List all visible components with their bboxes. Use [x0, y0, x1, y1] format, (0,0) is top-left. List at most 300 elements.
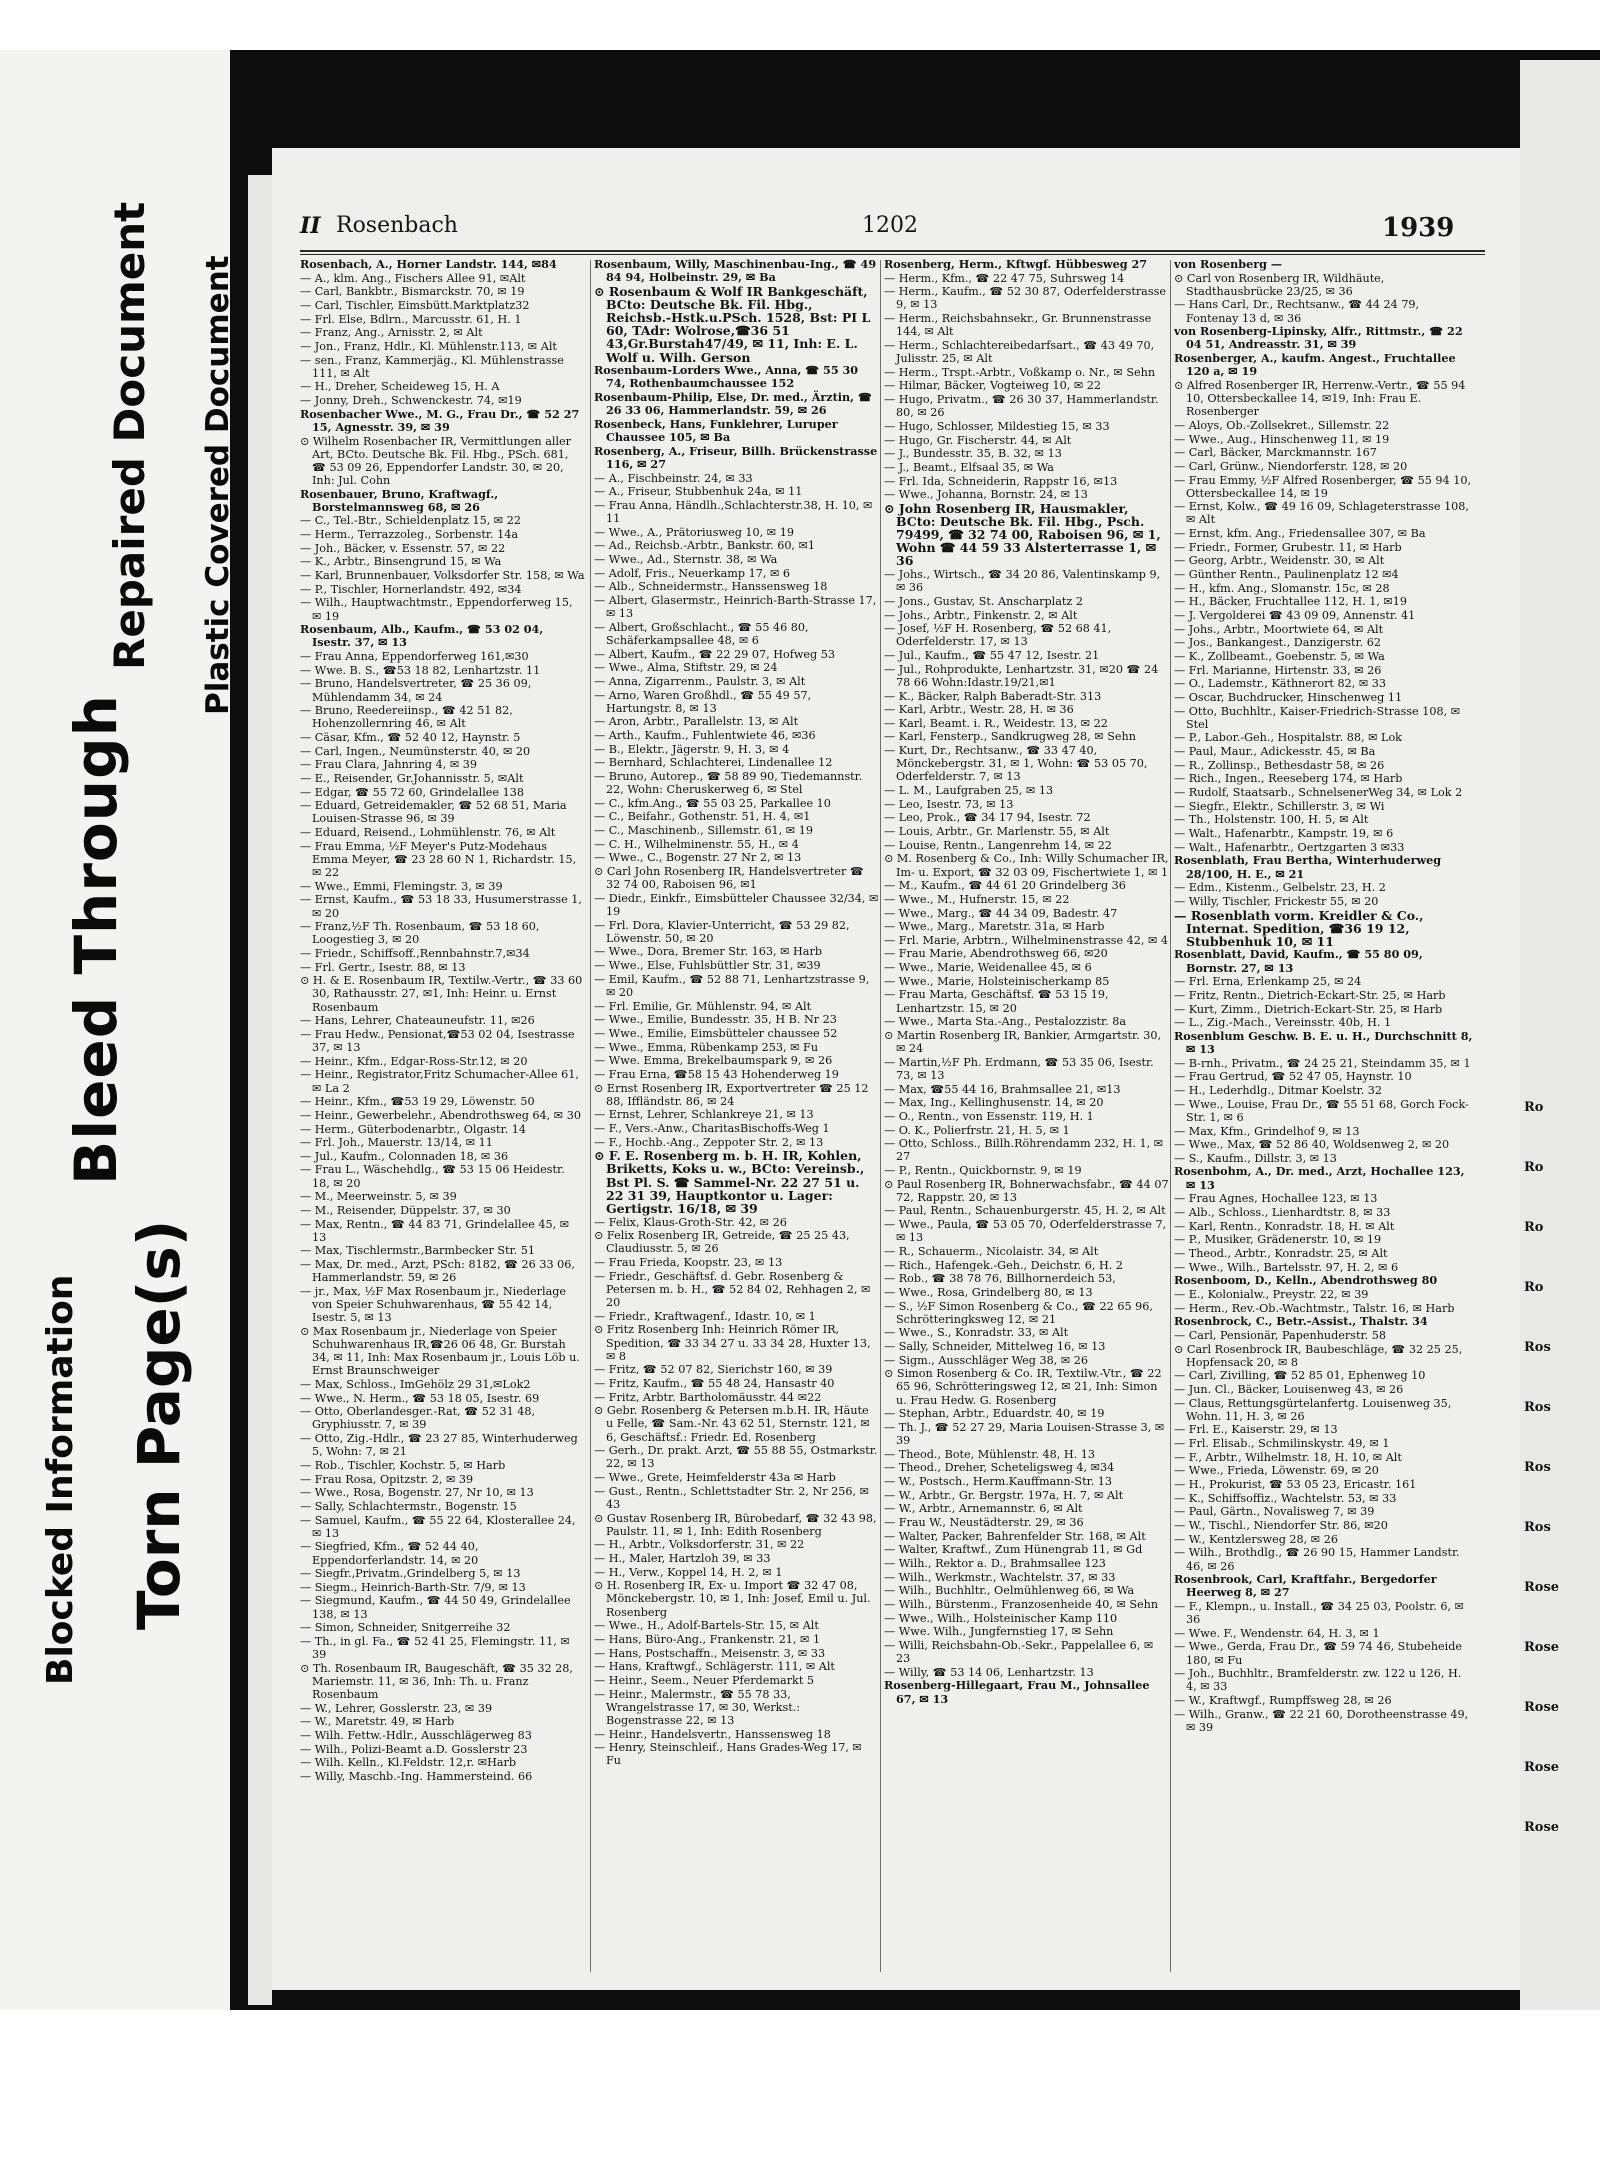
directory-entry: — Max, Ing., Kellinghusenstr. 14, ✉ 20 — [884, 1096, 1104, 1110]
adjacent-page-text: Rose — [1524, 1580, 1560, 1595]
directory-heading-entry: Rosenbaum-Lorders Wwe., Anna, ☎ 55 30 74, Rothenbaumchaussee 152 — [594, 363, 859, 391]
part-number: II — [300, 213, 321, 239]
directory-entry: — Frau W., Neustädterstr. 29, ✉ 36 — [884, 1516, 1084, 1530]
directory-entry: — Felix, Klaus-Groth-Str. 42, ✉ 26 — [594, 1215, 787, 1229]
directory-entry: — Martin,½F Ph. Erdmann, ☎ 53 35 06, Isestr. 73, ✉ 13 — [884, 1055, 1154, 1082]
directory-entry: — Sally, Schlachtermstr., Bogenstr. 15 — [300, 1499, 517, 1513]
directory-entry: — Diedr., Einkfr., Eimsbütteler Chaussee 32/34, ✉ 19 — [594, 891, 879, 918]
directory-page — [272, 148, 1520, 1990]
directory-entry: — Frau Anna, Händlh.,Schlachterstr.38, H. 10, ✉ 11 — [594, 498, 873, 525]
directory-entry: — Max, Tischlermstr.,Barmbecker Str. 51 — [300, 1244, 535, 1258]
directory-entry: — Otto, Oberlandesger.-Rat, ☎ 52 31 48, Gryphiusstr. 7, ✉ 39 — [300, 1405, 536, 1432]
directory-entry: — Theod., Arbtr., Konradstr. 25, ✉ Alt — [1174, 1246, 1388, 1260]
directory-entry: — Willy, Tischler, Frickestr 55, ✉ 20 — [1174, 894, 1379, 908]
directory-entry: — Franz, Ang., Arnisstr. 2, ✉ Alt — [300, 326, 483, 340]
directory-entry: ⊙ H. & E. Rosenbaum IR, Textilw.-Vertr., ☎ 33 60 30, Rathausstr. 27, ✉1, Inh: Heinr. u. Ernst Rosenbaum — [300, 974, 583, 1014]
directory-entry: — H., Bäcker, Fruchtallee 112, H. 1, ✉19 — [1174, 595, 1408, 609]
directory-entry: — Friedr., Kraftwagenf., Idastr. 10, ✉ 1 — [594, 1309, 816, 1323]
directory-entry: — Wwe., Dora, Bremer Str. 163, ✉ Harb — [594, 945, 822, 959]
directory-entry: — Wwe., Wilh., Holsteinischer Kamp 110 — [884, 1611, 1118, 1625]
directory-entry: — Carl, Pensionär, Papenhuderstr. 58 — [1174, 1328, 1386, 1342]
directory-column-2 — [594, 258, 879, 1978]
directory-heading-entry: Rosenbrock, C., Betr.-Assist., Thalstr. 34 — [1174, 1314, 1428, 1329]
directory-entry: — Rob., ☎ 38 78 76, Billhornerdeich 53, — [884, 1272, 1116, 1286]
directory-entry: — Karl, Brunnenbauer, Volksdorfer Str. 158, ✉ Wa — [300, 569, 585, 583]
directory-entry: — sen., Franz, Kammerjäg., Kl. Mühlenstrasse 111, ✉ Alt — [300, 353, 564, 380]
warning-torn-pages: Torn Page(s) — [125, 1219, 193, 1630]
directory-entry: — Cäsar, Kfm., ☎ 52 40 12, Haynstr. 5 — [300, 730, 521, 744]
directory-entry: — E., Reisender, Gr.Johannisstr. 5, ✉Alt — [300, 771, 524, 785]
directory-entry: — Frau Gertrud, ☎ 52 47 05, Haynstr. 10 — [1174, 1070, 1412, 1084]
directory-entry: — J., Beamt., Elfsaal 35, ✉ Wa — [884, 460, 1054, 474]
directory-entry: — Karl, Beamt. i. R., Weidestr. 13, ✉ 22 — [884, 716, 1108, 730]
directory-entry: — S., ½F Simon Rosenberg & Co., ☎ 22 65 96, Schrötteringksweg 12, ✉ 21 — [884, 1299, 1153, 1326]
directory-entry: — Frau Agnes, Hochallee 123, ✉ 13 — [1174, 1192, 1378, 1206]
directory-entry: — Wwe., Gerda, Frau Dr., ☎ 59 74 46, Stubeheide 180, ✉ Fu — [1174, 1640, 1463, 1667]
directory-entry: — K., Bäcker, Ralph Baberadt-Str. 313 — [884, 689, 1102, 703]
directory-entry: — Heinr., Kfm., ☎53 19 29, Löwenstr. 50 — [300, 1095, 535, 1109]
directory-entry: — W., Lehrer, Gosslerstr. 23, ✉ 39 — [300, 1701, 493, 1715]
directory-entry: ⊙ Paul Rosenberg IR, Bohnerwachsfabr., ☎ 44 07 72, Rappstr. 20, ✉ 13 — [884, 1177, 1169, 1204]
directory-entry: — Heinr., Handelsvertr., Hanssensweg 18 — [594, 1727, 831, 1741]
column-divider — [1170, 260, 1171, 1972]
directory-entry: — E., Kolonialw., Preystr. 22, ✉ 39 — [1174, 1287, 1369, 1301]
directory-entry: — Alb., Schloss., Lienhardtstr. 8, ✉ 33 — [1174, 1205, 1391, 1219]
directory-entry: — Otto, Zig.-Hdlr., ☎ 23 27 85, Winterhuderweg 5, Wohn: 7, ✉ 21 — [300, 1432, 578, 1459]
adjacent-page-text: Ro — [1524, 1220, 1544, 1235]
directory-entry: — Wwe., H., Adolf-Bartels-Str. 15, ✉ Alt — [594, 1619, 819, 1633]
directory-entry: — J., Bundesstr. 35, B. 32, ✉ 13 — [884, 447, 1062, 461]
directory-entry: — Th., in gl. Fa., ☎ 52 41 25, Flemingstr. 11, ✉ 39 — [300, 1634, 570, 1662]
directory-entry: — Gerh., Dr. prakt. Arzt, ☎ 55 88 55, Ostmarkstr. 22, ✉ 13 — [594, 1444, 878, 1471]
directory-entry: — Herm., Reichsbahnsekr., Gr. Brunnenstrasse 144, ✉ Alt — [884, 312, 1152, 339]
directory-entry: ⊙ Felix Rosenberg IR, Getreide, ☎ 25 25 43, Claudiusstr. 5, ✉ 26 — [594, 1229, 850, 1256]
directory-entry: — Max, Kfm., Grindelhof 9, ✉ 13 — [1174, 1124, 1360, 1138]
directory-entry: — W., Kentzlersweg 28, ✉ 26 — [1174, 1532, 1338, 1546]
directory-entry: — Frau Hedw., Pensionat,☎53 02 04, Isestrasse 37, ✉ 13 — [300, 1027, 575, 1055]
directory-entry: — Max, Rentn., ☎ 44 83 71, Grindelallee 45, ✉ 13 — [300, 1217, 570, 1244]
directory-entry: — Carl, Tischler, Eimsbütt.Marktplatz32 — [300, 298, 530, 312]
adjacent-page-fragment — [1520, 60, 1600, 2010]
directory-entry: — Sigm., Ausschläger Weg 38, ✉ 26 — [884, 1353, 1089, 1367]
directory-entry: — Sally, Schneider, Mittelweg 16, ✉ 13 — [884, 1340, 1106, 1353]
directory-entry: — K., Zollbeamt., Goebenstr. 5, ✉ Wa — [1174, 650, 1385, 664]
directory-entry: ⊙ Wilhelm Rosenbacher IR, Vermittlungen aller Art, BCto. Deutsche Bk. Fil. Hbg., PSch. 681, ☎ 53 09 26, Eppendorfer Landstr. 30, ✉ 20, Inh: Jul. Cohn — [300, 434, 571, 487]
directory-heading-entry: Rosenblath, Frau Bertha, Winterhuderweg 28/100, H. E., ✉ 21 — [1174, 853, 1442, 881]
directory-entry: — Wwe. F., Wendenstr. 64, H. 3, ✉ 1 — [1174, 1626, 1380, 1640]
directory-entry: — Kurt, Dr., Rechtsanw., ☎ 33 47 40, Mönckebergstr. 31, ✉ 1, Wohn: ☎ 53 05 70, Oderfelderstr. 7, ✉ 13 — [884, 744, 1148, 784]
directory-entry: — Edgar, ☎ 55 72 60, Grindelallee 138 — [300, 785, 524, 799]
directory-entry: — F., Vers.-Anw., CharitasBischoffs-Weg 1 — [594, 1122, 830, 1135]
directory-entry: — F., Hochb.-Ang., Zeppoter Str. 2, ✉ 13 — [594, 1135, 824, 1149]
directory-entry: — Siegfried, Kfm., ☎ 52 44 40, Eppendorferlandstr. 14, ✉ 20 — [300, 1540, 479, 1567]
directory-column-4 — [1174, 258, 1474, 1978]
directory-entry: — H., Lederhdlg., Ditmar Koelstr. 32 — [1174, 1084, 1383, 1098]
directory-entry: — Adolf, Fris., Neuerkamp 17, ✉ 6 — [594, 566, 791, 580]
directory-entry: — Willy, Maschb.-Ing. Hammersteind. 66 — [300, 1770, 533, 1783]
directory-entry: — Wwe., Grete, Heimfelderstr 43a ✉ Harb — [594, 1471, 836, 1485]
directory-entry: — Wwe., Else, Fuhlsbüttler Str. 31, ✉39 — [594, 959, 821, 973]
scan-bottom-margin — [0, 2010, 1600, 2177]
directory-entry: — Herm., Kfm., ☎ 22 47 75, Suhrsweg 14 — [884, 271, 1125, 285]
directory-entry: — A., Friseur, Stubbenhuk 24a, ✉ 11 — [594, 485, 803, 499]
adjacent-page-text: Rose — [1524, 1640, 1560, 1655]
directory-entry: — Rosenblath vorm. Kreidler & Co., Internat. Spedition, ☎36 19 12, Stubbenhuk 10, ✉ 11 — [1174, 907, 1424, 949]
directory-entry: — Hans, Postschaffn., Meisenstr. 3, ✉ 33 — [594, 1646, 826, 1660]
directory-entry: — Frau Erna, ☎58 15 43 Hohenderweg 19 — [594, 1067, 839, 1081]
directory-entry: — Frl. Emilie, Gr. Mühlenstr. 94, ✉ Alt — [594, 999, 812, 1013]
directory-entry: — P., Musiker, Grädenerstr. 10, ✉ 19 — [1174, 1233, 1382, 1247]
directory-entry: — H., Maler, Hartzloh 39, ✉ 33 — [594, 1552, 771, 1565]
running-head-name: Rosenbach — [336, 213, 458, 238]
directory-entry: — Wilh., Werkmstr., Wachtelstr. 37, ✉ 33 — [884, 1570, 1116, 1584]
directory-entry: — Wwe., Emma, Rübenkamp 253, ✉ Fu — [594, 1040, 819, 1054]
directory-heading-entry: Rosenbeck, Hans, Funklehrer, Luruper Chaussee 105, ✉ Ba — [594, 416, 838, 445]
directory-entry: — F., Klempn., u. Install., ☎ 34 25 03, Poolstr. 6, ✉ 36 — [1174, 1599, 1464, 1627]
directory-entry: — Henry, Steinschleif., Hans Grades-Weg 17, ✉ Fu — [594, 1741, 862, 1768]
directory-entry: — Frl. Ida, Schneiderin, Rappstr 16, ✉13 — [884, 474, 1118, 488]
directory-entry: ⊙ Gustav Rosenberg IR, Bürobedarf, ☎ 32 43 98, Paulstr. 11, ✉ 1, Inh: Edith Rosenberg — [594, 1511, 877, 1538]
directory-entry: — Wwe., N. Herm., ☎ 53 18 05, Isestr. 69 — [300, 1391, 540, 1405]
directory-entry: ⊙ Rosenbaum & Wolf IR Bankgeschäft, BCto: Deutsche Bk. Fil. Hbg., Reichsb.-Hstk.u.PSch. 1528, Bst: PI L 60, TAdr: Wolrose,☎36 51 43,Gr.Burstah47/49, ✉ 11, Inh: E. L. Wolf u. Wilh. Gerson — [594, 283, 871, 365]
directory-entry: ⊙ Alfred Rosenberger IR, Herrenw.-Vertr., ☎ 55 94 10, Ottersbeckallee 14, ✉19, Inh: Frau E. Rosenberger — [1174, 378, 1466, 419]
directory-entry: — jr., Max, ½F Max Rosenbaum jr., Niederlage von Speier Schuhwarenhaus, ☎ 55 42 14, Isestr. 5, ✉ 13 — [300, 1284, 567, 1325]
directory-entry: — Herm., Trspt.-Arbtr., Voßkamp o. Nr., ✉ Sehn — [884, 365, 1156, 379]
directory-entry: — Ernst, kfm. Ang., Friedensallee 307, ✉ Ba — [1174, 527, 1426, 541]
adjacent-page-text: Rose — [1524, 1760, 1560, 1775]
directory-entry: — Wwe., Louise, Frau Dr., ☎ 55 51 68, Gorch Fock-Str. 1, ✉ 6 — [1174, 1097, 1469, 1124]
directory-column-1 — [300, 258, 585, 1978]
directory-entry: — Siegfr., Elektr., Schillerstr. 3, ✉ Wi — [1174, 799, 1385, 813]
directory-entry: — C. H., Wilhelminenstr. 55, H., ✉ 4 — [594, 837, 799, 851]
directory-entry: — W., Postsch., Herm.Kauffmann-Str. 13 — [884, 1475, 1113, 1489]
page-number: 1202 — [862, 213, 918, 238]
directory-entry: — Wilh., Brothdlg., ☎ 26 90 15, Hammer Landstr. 46, ✉ 26 — [1174, 1546, 1460, 1573]
directory-entry: — H., Prokurist, ☎ 53 05 23, Ericastr. 161 — [1174, 1478, 1417, 1492]
directory-entry: — F., Arbtr., Wilhelmstr. 18, H. 10, ✉ Alt — [1174, 1450, 1402, 1464]
directory-entry: — Frl. Marianne, Hirtenstr. 33, ✉ 26 — [1174, 663, 1382, 677]
directory-entry: — Siegm., Heinrich-Barth-Str. 7/9, ✉ 13 — [300, 1580, 526, 1594]
directory-entry: — Friedr., Geschäftsf. d. Gebr. Rosenberg & Petersen m. b. H., ☎ 52 84 02, Rehhagen 2, ✉ 20 — [594, 1269, 871, 1310]
directory-entry: — Hugo, Gr. Fischerstr. 44, ✉ Alt — [884, 433, 1072, 447]
directory-entry: — J. Vergolderei ☎ 43 09 09, Annenstr. 41 — [1174, 609, 1416, 623]
adjacent-page-text: Ros — [1524, 1400, 1551, 1415]
directory-entry: — C., kfm.Ang., ☎ 55 03 25, Parkallee 10 — [594, 796, 831, 810]
directory-entry: ⊙ Carl von Rosenberg IR, Wildhäute, Stadthausbrücke 23/25, ✉ 36 — [1174, 271, 1385, 298]
directory-entry: — Walt., Hafenarbtr., Kampstr. 19, ✉ 6 — [1174, 827, 1394, 841]
directory-heading-entry: Rosenbach, A., Horner Landstr. 144, ✉84 — [300, 258, 557, 271]
directory-entry: — Frl. E., Kaiserstr. 29, ✉ 13 — [1174, 1423, 1338, 1437]
directory-entry: — Fritz, Kaufm., ☎ 55 48 24, Hansastr 40 — [594, 1376, 835, 1390]
warning-bleed-through: Bleed Through — [62, 694, 130, 1185]
directory-entry: — Wwe., Emilie, Bundesstr. 35, H B. Nr 23 — [594, 1013, 837, 1027]
directory-heading-entry: Rosenbohm, A., Dr. med., Arzt, Hochallee 123, ✉ 13 — [1174, 1164, 1465, 1192]
directory-entry: — Alb., Schneidermstr., Hanssensweg 18 — [594, 580, 828, 594]
directory-heading-entry: Rosenbaum, Willy, Maschinenbau-Ing., ☎ 49 84 94, Holbeinstr. 29, ✉ Ba — [594, 258, 877, 285]
column-divider — [590, 260, 591, 1972]
directory-entry: — Wwe. Wilh., Jungfernstieg 17, ✉ Sehn — [884, 1625, 1114, 1639]
directory-entry: — Ad., Reichsb.-Arbtr., Bankstr. 60, ✉1 — [594, 539, 816, 553]
directory-entry: ⊙ Max Rosenbaum jr., Niederlage von Speier Schuhwarenhaus IR,☎26 06 48, Gr. Burstah 34, ✉ 11, Inh: Max Rosenbaum jr., Louis Löb u. Ernst Braunschweiger — [300, 1324, 580, 1378]
directory-entry: — Frl. Erna, Erlenkamp 25, ✉ 24 — [1174, 975, 1362, 989]
directory-entry: — Louise, Rentn., Langenrehm 14, ✉ 22 — [884, 838, 1112, 852]
directory-entry: — R., Schauerm., Nicolaistr. 34, ✉ Alt — [884, 1244, 1099, 1258]
directory-entry: — Max, ☎55 44 16, Brahmsallee 21, ✉13 — [884, 1082, 1121, 1096]
directory-entry: — Carl, Ingen., Neumünsterstr. 40, ✉ 20 — [300, 744, 531, 758]
directory-entry: — Bruno, Handelsvertreter, ☎ 25 36 09, Mühlendamm 34, ✉ 24 — [300, 677, 532, 704]
header-rule — [300, 250, 1485, 252]
directory-entry: — Jonny, Dreh., Schwenckestr. 74, ✉19 — [300, 394, 522, 408]
directory-entry: — Max, Dr. med., Arzt, PSch: 8182, ☎ 26 33 06, Hammerlandstr. 59, ✉ 26 — [300, 1258, 575, 1285]
directory-entry: — Joh., Buchhltr., Bramfelderstr. zw. 122 u 126, H. 4, ✉ 33 — [1174, 1667, 1462, 1694]
directory-entry: — O., Rentn., von Essenstr. 119, H. 1 — [884, 1109, 1094, 1123]
directory-entry: — Frl. Dora, Klavier-Unterricht, ☎ 53 29 82, Löwenstr. 50, ✉ 20 — [594, 918, 850, 945]
directory-entry: — Carl, Bankbtr., Bismarckstr. 70, ✉ 19 — [300, 285, 525, 299]
directory-entry: ⊙ Carl John Rosenberg IR, Handelsvertreter ☎ 32 74 00, Raboisen 96, ✉1 — [594, 865, 864, 892]
directory-entry: — Walt., Hafenarbtr., Oertzgarten 3 ✉33 — [1174, 840, 1405, 854]
directory-entry: — Otto, Schloss., Billh.Röhrendamm 232, H. 1, ✉ 27 — [884, 1137, 1164, 1164]
directory-entry: ⊙ Carl Rosenbrock IR, Baubeschläge, ☎ 32 25 25, Hopfensack 20, ✉ 8 — [1174, 1342, 1463, 1369]
directory-entry: — Wwe. B. S., ☎53 18 82, Lenhartzstr. 11 — [300, 663, 541, 677]
directory-entry: — W., Arbtr., Gr. Bergstr. 197a, H. 7, ✉ Alt — [884, 1488, 1124, 1502]
directory-entry: — Frau Marta, Geschäftsf. ☎ 53 15 19, Lenhartzstr. 15, ✉ 20 — [884, 988, 1109, 1015]
directory-entry: — Wwe., Emilie, Eimsbütteler chaussee 52 — [594, 1026, 838, 1040]
adjacent-page-text: Ro — [1524, 1100, 1544, 1115]
directory-entry: — Frau Rosa, Opitzstr. 2, ✉ 39 — [300, 1472, 474, 1486]
directory-entry: — Johs., Arbtr., Moortwiete 64, ✉ Alt — [1174, 622, 1384, 636]
directory-entry: — Herm., Rev.-Ob.-Wachtmstr., Talstr. 16, ✉ Harb — [1174, 1301, 1455, 1315]
directory-entry: — Gust., Rentn., Schlettstadter Str. 2, Nr 256, ✉ 43 — [594, 1484, 869, 1511]
directory-entry: — Herm., Güterbodenarbtr., Olgastr. 14 — [300, 1122, 526, 1136]
directory-entry: — Karl, Arbtr., Westr. 28, H. ✉ 36 — [884, 703, 1074, 717]
directory-heading-entry: Rosenbaum-Philip, Else, Dr. med., Ärztin, ☎ 26 33 06, Hammerlandstr. 59, ✉ 26 — [594, 390, 872, 418]
directory-entry: — Oscar, Buchdrucker, Hinschenweg 11 — [1174, 691, 1403, 704]
warning-repaired: Repaired Document — [105, 201, 154, 670]
directory-entry: — Bernhard, Schlachterei, Lindenallee 12 — [594, 756, 833, 770]
directory-entry: — Leo, Isestr. 73, ✉ 13 — [884, 797, 1014, 811]
directory-entry: ⊙ H. Rosenberg IR, Ex- u. Import ☎ 32 47 08, Mönckebergstr. 10, ✉ 1, Inh: Josef, Emil u. Jul. Rosenberg — [594, 1579, 871, 1619]
directory-entry: — A., klm. Ang., Fischers Allee 91, ✉Alt — [300, 271, 526, 285]
directory-entry: — Albert, Kaufm., ☎ 22 29 07, Hofweg 53 — [594, 647, 835, 661]
directory-entry: — Wwe., M., Hufnerstr. 15, ✉ 22 — [884, 892, 1070, 906]
directory-entry: — Jon., Franz, Hdlr., Kl. Mühlenstr.113, ✉ Alt — [300, 339, 557, 353]
directory-entry: — C., Beifahr., Gothenstr. 51, H. 4, ✉1 — [594, 810, 811, 824]
directory-entry: — Frau Anna, Eppendorferweg 161,✉30 — [300, 650, 529, 664]
directory-entry: — H., kfm. Ang., Slomanstr. 15c, ✉ 28 — [1174, 581, 1390, 595]
directory-entry: — Wwe., Marg., ☎ 44 34 09, Badestr. 47 — [884, 906, 1118, 920]
directory-entry: — Friedr., Former, Grubestr. 11, ✉ Harb — [1174, 540, 1402, 554]
directory-entry: — Th. J., ☎ 52 27 29, Maria Louisen-Strasse 3, ✉ 39 — [884, 1420, 1165, 1448]
page-edge — [248, 175, 272, 2005]
directory-entry: — Wilh. Kelln., Kl.Feldstr. 12,r. ✉Harb — [300, 1756, 517, 1770]
directory-entry: — Wwe., Max, ☎ 52 86 40, Woldsenweg 2, ✉ 20 — [1174, 1138, 1450, 1152]
scan-top-margin — [0, 0, 1600, 50]
directory-entry: — Wwe., C., Bogenstr. 27 Nr 2, ✉ 13 — [594, 851, 802, 865]
directory-entry: — Heinr., Malermstr., ☎ 55 78 33, Wrangelstrasse 17, ✉ 30, Werkst.: Bogenstrasse 22, ✉ 13 — [594, 1687, 801, 1727]
directory-entry: — Günther Rentn., Paulinenplatz 12 ✉4 — [1174, 568, 1399, 582]
directory-entry: ⊙ F. E. Rosenberg m. b. H. IR, Kohlen, Briketts, Koks u. w., BCto: Vereinsb., Bst Pl. S. ☎ Sammel-Nr. 22 27 51 u. 22 31 39, Hauptkontor u. Lager: Gertigstr. 16/18, ✉ 39 — [594, 1148, 865, 1216]
directory-entry: — Frl. Joh., Mauerstr. 13/14, ✉ 11 — [300, 1136, 493, 1150]
directory-entry: — Wwe., Frieda, Löwenstr. 69, ✉ 20 — [1174, 1464, 1379, 1478]
directory-entry: — P., Tischler, Hornerlandstr. 492, ✉34 — [300, 582, 522, 596]
directory-entry: — Karl, Rentn., Konradstr. 18, H. ✉ Alt — [1174, 1219, 1395, 1233]
directory-entry: — Joh., Bäcker, v. Essenstr. 57, ✉ 22 — [300, 541, 506, 555]
directory-entry: — Rich., Ingen., Reeseberg 174, ✉ Harb — [1174, 772, 1403, 786]
directory-entry: — Wilh., Buchhltr., Oelmühlenweg 66, ✉ Wa — [884, 1584, 1135, 1598]
column-divider — [880, 260, 881, 1972]
directory-entry: — Frau Frieda, Koopstr. 23, ✉ 13 — [594, 1256, 783, 1270]
directory-entry: — L. M., Laufgraben 25, ✉ 13 — [884, 784, 1054, 798]
directory-entry: — Wilh., Rektor a. D., Brahmsallee 123 — [884, 1557, 1106, 1570]
directory-entry: — W., Tischl., Niendorfer Str. 86, ✉20 — [1174, 1519, 1388, 1533]
directory-entry: — Stephan, Arbtr., Eduardstr. 40, ✉ 19 — [884, 1407, 1105, 1421]
directory-entry: — Fritz, Arbtr. Bartholomäusstr. 44 ✉22 — [594, 1390, 822, 1404]
directory-entry: ⊙ John Rosenberg IR, Hausmakler, BCto: Deutsche Bk. Fil. Hbg., Psch. 79499, ☎ 32 74 00, Raboisen 96, ✉ 1, Wohn ☎ 44 59 33 Alsterterrasse 1, ✉36 — [884, 500, 1161, 569]
directory-entry: — Jos., Bankangest., Danzigerstr. 62 — [1174, 636, 1381, 650]
directory-entry: — Wilh., Bürstenm., Franzosenheide 40, ✉ Sehn — [884, 1597, 1159, 1611]
directory-entry: — Paul, Maur., Adickesstr. 45, ✉ Ba — [1174, 745, 1376, 759]
directory-entry: — Josef, ½F H. Rosenberg, ☎ 52 68 41, Oderfelderstr. 17, ✉ 13 — [884, 622, 1112, 649]
directory-year: 1939 — [1382, 213, 1455, 243]
directory-entry: — Herm., Kaufm., ☎ 52 30 87, Oderfelderstrasse 9, ✉ 13 — [884, 285, 1166, 312]
directory-entry: — Bruno, Autorep., ☎ 58 89 90, Tiedemannstr. 22, Wohn: Cheruskerweg 6, ✉ Stel — [594, 769, 863, 797]
page-header — [300, 213, 1500, 249]
directory-entry: — P., Labor.-Geh., Hospitalstr. 88, ✉ Lok — [1174, 731, 1402, 745]
directory-entry: — Carl, Bäcker, Marckmannstr. 167 — [1174, 446, 1377, 460]
directory-entry: — Wwe., Marta Sta.-Ang., Pestalozzistr. 8a — [884, 1015, 1127, 1029]
directory-entry: — Hugo, Privatm., ☎ 26 30 37, Hammerlandstr. 80, ✉ 26 — [884, 393, 1159, 420]
directory-entry: — Frl. Else, Bdlrn., Marcusstr. 61, H. 1 — [300, 312, 522, 326]
directory-heading-entry: Rosenboom, D., Kelln., Abendrothsweg 80 — [1174, 1273, 1438, 1288]
directory-entry: — Frau L., Wäschehdlg., ☎ 53 15 06 Heidestr. 18, ✉ 20 — [300, 1163, 565, 1190]
directory-heading-entry: Rosenblum Geschw. B. E. u. H., Durchschnitt 8, ✉ 13 — [1174, 1028, 1473, 1057]
directory-entry: — Hans, Lehrer, Chateauneufstr. 11, ✉26 — [300, 1014, 535, 1028]
directory-entry: — Herm., Schlachtereibedarfsart., ☎ 43 49 70, Julisstr. 25, ✉ Alt — [884, 338, 1155, 366]
directory-entry: — Heinr., Registrator,Fritz Schumacher-Allee 61, ✉ La 2 — [300, 1068, 579, 1095]
directory-entry: — C., Maschinenb., Sillemstr. 61, ✉ 19 — [594, 824, 813, 838]
directory-entry: — Fritz, ☎ 52 07 82, Sierichstr 160, ✉ 39 — [594, 1363, 833, 1377]
directory-entry: — Otto, Buchhltr., Kaiser-Friedrich-Strasse 108, ✉ Stel — [1174, 704, 1461, 731]
directory-entry: — Max, Schloss., ImGehölz 29 31,✉Lok2 — [300, 1377, 531, 1391]
directory-entry: — B., Elektr., Jägerstr. 9, H. 3, ✉ 4 — [594, 742, 790, 756]
adjacent-page-text: Ro — [1524, 1280, 1544, 1295]
directory-entry: — Frau Emmy, ½F Alfred Rosenberger, ☎ 55 94 10, Ottersbeckallee 14, ✉ 19 — [1174, 473, 1471, 500]
directory-entry: — Fritz, Rentn., Dietrich-Eckart-Str. 25, ✉ Harb — [1174, 988, 1446, 1002]
directory-entry: — Hilmar, Bäcker, Vogteiweg 10, ✉ 22 — [884, 379, 1102, 393]
directory-entry: — Wwe., S., Konradstr. 33, ✉ Alt — [884, 1326, 1069, 1340]
directory-entry: — M., Meerweinstr. 5, ✉ 39 — [300, 1190, 457, 1204]
directory-entry: — Arno, Waren Großhdl., ☎ 55 49 57, Hartungstr. 8, ✉ 13 — [594, 688, 812, 715]
directory-entry: — Friedr., Schiffsoff.,Rennbahnstr.7,✉34 — [300, 946, 530, 960]
directory-entry: — A., Fischbeinstr. 24, ✉ 33 — [594, 471, 753, 485]
directory-entry: — Hugo, Schlosser, Mildestieg 15, ✉ 33 — [884, 419, 1110, 433]
directory-entry: — Jons., Gustav, St. Anscharplatz 2 — [884, 594, 1083, 608]
directory-entry: — R., Zollinsp., Bethesdastr 58, ✉ 26 — [1174, 758, 1385, 772]
directory-entry: — Heinr., Seem., Neuer Pferdemarkt 5 — [594, 1673, 815, 1687]
directory-entry: — Wwe., Rosa, Grindelberg 80, ✉ 13 — [884, 1285, 1093, 1299]
directory-entry: ⊙ Gebr. Rosenberg & Petersen m.b.H. IR, Häute u Felle, ☎ Sam.-Nr. 43 62 51, Sternstr. 121, ✉ 6, Geschäftsf.: Friedr. Ed. Rosenberg — [594, 1404, 870, 1444]
directory-entry: — Simon, Schneider, Snitgerreihe 32 — [300, 1621, 511, 1635]
directory-entry: — Bruno, Reedereiinsp., ☎ 42 51 82, Hohenzollernring 46, ✉ Alt — [300, 704, 513, 731]
directory-entry: — Wwe. Emma, Brekelbaumspark 9, ✉ 26 — [594, 1054, 833, 1068]
directory-entry: — Jul., Kaufm., ☎ 55 47 12, Isestr. 21 — [884, 649, 1100, 663]
directory-entry: — Samuel, Kaufm., ☎ 55 22 64, Klosterallee 24, ✉ 13 — [300, 1513, 576, 1540]
directory-entry: ⊙ Fritz Rosenberg Inh: Heinrich Römer IR, Spedition, ☎ 33 34 27 u. 33 34 28, Huxter 13, ✉ 8 — [594, 1323, 871, 1363]
directory-heading-entry: von Rosenberg-Lipinsky, Alfr., Rittmstr., ☎ 22 04 51, Andreasstr. 31, ✉ 39 — [1174, 324, 1463, 352]
directory-entry: — Aron, Arbtr., Parallelstr. 13, ✉ Alt — [594, 715, 799, 729]
directory-heading-entry: Rosenbrook, Carl, Kraftfahr., Bergedorfer Heerweg 8, ✉ 27 — [1174, 1572, 1437, 1600]
directory-entry: — Jun. Cl., Bäcker, Louisenweg 43, ✉ 26 — [1174, 1382, 1404, 1396]
directory-entry: — Carl, Grünw., Niendorferstr. 128, ✉ 20 — [1174, 459, 1408, 473]
directory-entry: — Siegfr.,Privatm.,Grindelberg 5, ✉ 13 — [300, 1567, 521, 1581]
directory-entry: — Theod., Dreher, Scheteligsweg 4, ✉34 — [884, 1461, 1115, 1475]
directory-entry: — Wilh., Polizi-Beamt a.D. Gosslerstr 23 — [300, 1742, 528, 1756]
directory-entry: — Frl. Gertr., Isestr. 88, ✉ 13 — [300, 960, 466, 974]
directory-entry: — Hans Carl, Dr., Rechtsanw., ☎ 44 24 79, Fontenay 13 d, ✉ 36 — [1174, 298, 1420, 325]
directory-entry: — Willy, ☎ 53 14 06, Lenhartzstr. 13 — [884, 1665, 1094, 1679]
directory-entry: — Paul, Rentn., Schauenburgerstr. 45, H. 2, ✉ Alt — [884, 1204, 1166, 1218]
directory-entry: — Karl, Fensterp., Sandkrugweg 28, ✉ Sehn — [884, 730, 1136, 744]
directory-entry: — Edm., Kistenm., Gelbelstr. 23, H. 2 — [1174, 881, 1386, 895]
directory-entry: — Wwe., Rosa, Bogenstr. 27, Nr 10, ✉ 13 — [300, 1486, 534, 1500]
directory-entry: — K., Schiffsoffiz., Wachtelstr. 53, ✉ 33 — [1174, 1491, 1397, 1505]
directory-entry: — Rich., Hafengek.-Geh., Deichstr. 6, H. 2 — [884, 1258, 1123, 1272]
adjacent-page-text: Rose — [1524, 1700, 1560, 1715]
warning-plastic-covered: Plastic Covered Document — [200, 255, 236, 715]
directory-entry: — Wwe., Johanna, Bornstr. 24, ✉ 13 — [884, 488, 1088, 502]
directory-entry: — Johs., Arbtr., Finkenstr. 2, ✉ Alt — [884, 608, 1078, 622]
directory-entry: — Th., Holstenstr. 100, H. 5, ✉ Alt — [1174, 813, 1369, 827]
directory-entry: — Franz,½F Th. Rosenbaum, ☎ 53 18 60, Loogestieg 3, ✉ 20 — [300, 920, 540, 947]
directory-entry: — K., Arbtr., Binsengrund 15, ✉ Wa — [300, 555, 502, 569]
directory-entry: — C., Tel.-Btr., Schieldenplatz 15, ✉ 22 — [300, 514, 521, 528]
directory-entry: — Theod., Bote, Mühlenstr. 48, H. 13 — [884, 1447, 1095, 1461]
microfilm-warning-strip — [0, 50, 236, 2010]
directory-entry: — Carl, Zivilling, ☎ 52 85 01, Ephenweg 10 — [1174, 1369, 1426, 1383]
directory-entry: — Paul, Gärtn., Novalisweg 7, ✉ 39 — [1174, 1505, 1375, 1519]
directory-entry: — Heinr., Gewerbelehr., Abendrothsweg 64, ✉ 30 — [300, 1108, 581, 1122]
directory-entry: — B-rnh., Privatm., ☎ 24 25 21, Steindamm 35, ✉ 1 — [1174, 1056, 1471, 1070]
directory-entry: — Ernst, Lehrer, Schlankreye 21, ✉ 13 — [594, 1108, 814, 1122]
directory-entry: ⊙ Th. Rosenbaum IR, Baugeschäft, ☎ 35 32 28, Mariemstr. 11, ✉ 36, Inh: Th. u. Franz Rosenbaum — [300, 1661, 573, 1702]
directory-entry: — M., Kaufm., ☎ 44 61 20 Grindelberg 36 — [884, 879, 1126, 893]
directory-entry: — Aloys, Ob.-Zollsekret., Sillemstr. 22 — [1174, 418, 1390, 432]
directory-entry: — Anna, Zigarrenm., Paulstr. 3, ✉ Alt — [594, 674, 806, 688]
directory-entry: — Frau Marie, Abendrothsweg 66, ✉20 — [884, 947, 1108, 961]
directory-entry: — O. K., Polierfrstr. 21, H. 5, ✉ 1 — [884, 1123, 1070, 1137]
directory-entry: — Siegmund, Kaufm., ☎ 44 50 49, Grindelallee 138, ✉ 13 — [300, 1594, 571, 1621]
directory-entry: — Wwe., A., Prätoriusweg 10, ✉ 19 — [594, 525, 794, 539]
directory-entry: — Wwe., Ad., Sternstr. 38, ✉ Wa — [594, 552, 778, 566]
directory-entry: — Frau Emma, ½F Meyer's Putz-Modehaus Emma Meyer, ☎ 23 28 60 N 1, Richardstr. 15, ✉ 22 — [300, 839, 577, 880]
directory-entry: — Wwe., Marie, Holsteinischerkamp 85 — [884, 974, 1110, 988]
directory-entry: — Ernst, Kaufm., ☎ 53 18 33, Husumerstrasse 1, ✉ 20 — [300, 893, 582, 920]
directory-entry: — Hans, Kraftwgf., Schlägerstr. 111, ✉ Alt — [594, 1660, 835, 1674]
directory-entry: — Jul., Rohprodukte, Lenhartzstr. 31, ✉20 ☎ 24 78 66 Wohn:Idastr.19/21,✉1 — [884, 662, 1159, 689]
directory-heading-entry: Rosenberger, A., kaufm. Angest., Fruchtallee 120 a, ✉ 19 — [1174, 351, 1456, 379]
directory-entry: — Claus, Rettungsgürtelanfertg. Louisenweg 35, Wohn. 11, H. 3, ✉ 26 — [1174, 1396, 1452, 1423]
directory-entry: — Albert, Glasermstr., Heinrich-Barth-Strasse 17, ✉ 13 — [594, 593, 877, 621]
directory-heading-entry: Rosenbauer, Bruno, Kraftwagf., Borstelmannsweg 68, ✉ 26 — [300, 486, 499, 514]
directory-entry: — Johs., Wirtsch., ☎ 34 20 86, Valentinskamp 9, ✉ 36 — [884, 568, 1161, 595]
directory-entry: — Wwe., Marg., Maretstr. 31a, ✉ Harb — [884, 920, 1105, 934]
directory-entry: — Wwe., Marie, Weidenallee 45, ✉ 6 — [884, 961, 1092, 975]
directory-entry: ⊙ Martin Rosenberg IR, Bankier, Armgartstr. 30, ✉ 24 — [884, 1028, 1162, 1056]
directory-entry: — Walter, Kraftwf., Zum Hünengrab 11, ✉ Gd — [884, 1543, 1143, 1557]
directory-entry: — Rudolf, Staatsarb., SchnelsenerWeg 34, ✉ Lok 2 — [1174, 786, 1463, 800]
directory-entry: — H., Arbtr., Volksdorferstr. 31, ✉ 22 — [594, 1538, 805, 1552]
directory-heading-entry: Rosenberg, Herm., Kftwgf. Hübbesweg 27 — [884, 258, 1148, 271]
